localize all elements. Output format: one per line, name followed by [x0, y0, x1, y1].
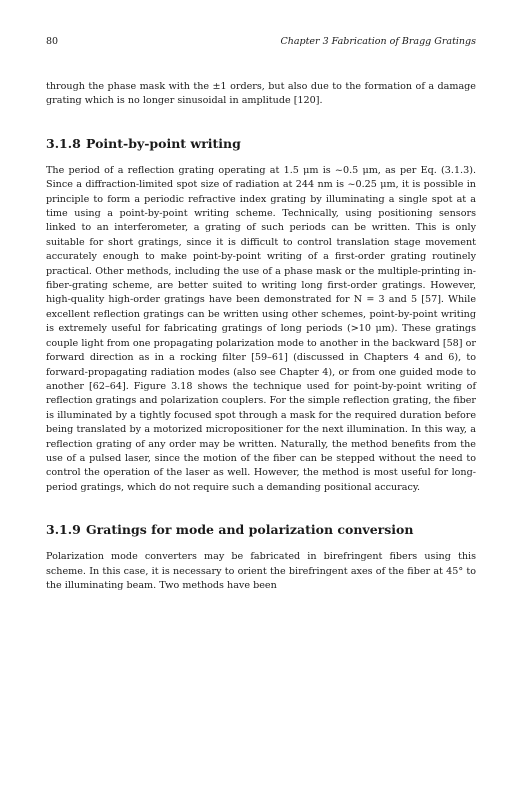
- page-number: 80: [46, 36, 59, 47]
- section-heading-3-1-8: [46, 136, 476, 152]
- section-number: 3.1.8: [46, 135, 81, 151]
- section-title: Point-by-point writing: [86, 135, 241, 151]
- section-number: 3.1.9: [46, 522, 81, 538]
- book-page: [46, 36, 476, 593]
- section-heading-3-1-9: [46, 522, 476, 538]
- mode-conversion-paragraph: Polarization mode converters may be fabricated in birefringent fibers using this scheme. In this case, it is necessary to orient the birefringent axes of the fiber at 45° to the illuminating beam. Two methods have been: [46, 551, 476, 591]
- section-title: Gratings for mode and polarization conversion: [86, 522, 414, 538]
- running-head-title: Chapter 3 Fabrication of Bragg Gratings: [280, 36, 476, 47]
- running-head: [46, 36, 476, 52]
- point-by-point-paragraph: The period of a reflection grating operating at 1.5 μm is ~0.5 μm, as per Eq. (3.1.3). Since a diffraction-limited spot size of radiation at 244 nm is ~0.25 μm, it is possible in principle to form a periodic refractive index grating by illuminating a single spot at a time using a point-by-point writing scheme. Technically, using positioning sensors linked to an interferometer, a grating of such periods can be written. This is only suitable for short gratings, since it is difficult to control translation stage movement accurately enough to make point-by-point writing of a first-order grating routinely practical. Other methods, including the use of a phase mask or the multiple-printing in-fiber-grating scheme, are better suited to writing long first-order gratings. However, high-quality high-order gratings have been demonstrated for N = 3 and 5 [57]. While excellent reflection gratings can be written using other schemes, point-by-point writing is extremely useful for fabricating gratings of long periods (>10 μm). These gratings couple light from one propagating polarization mode to another in the backward [58] or forward direction as in a rocking filter [59–61] (discussed in Chapters 4 and 6), to forward-propagating radiation modes (also see Chapter 4), or from one guided mode to another [62–64]. Figure 3.18 shows the technique used for point-by-point writing of reflection gratings and polarization couplers. For the simple reflection grating, the fiber is illuminated by a tightly focused spot through a mask for the required duration before being translated by a motorized micropositioner for the next illumination. In this way, a reflection grating of any order may be written. Naturally, the method benefits from the use of a pulsed laser, since the motion of the fiber can be stepped without the need to control the operation of the laser as well. However, the method is most useful for long-period gratings, which do not require such a demanding positional accuracy.: [46, 164, 476, 493]
- intro-paragraph: through the phase mask with the ±1 orders, but also due to the formation of a damage grating which is no longer sinusoidal in amplitude [120].: [46, 81, 476, 107]
